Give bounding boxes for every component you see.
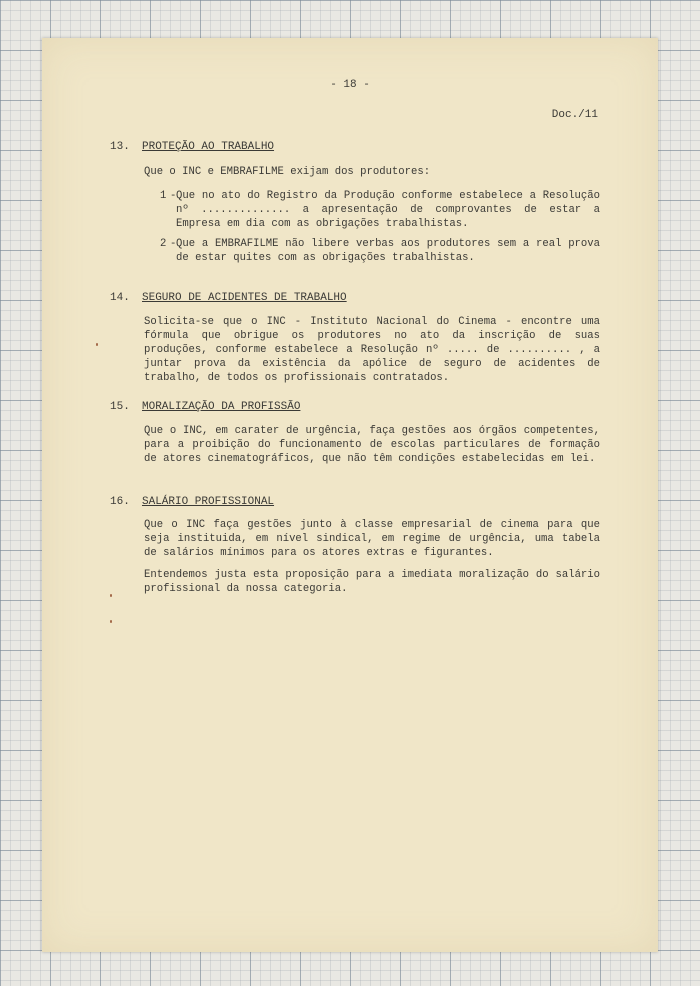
section-title: SALÁRIO PROFISSIONAL <box>142 496 275 508</box>
section-13-heading <box>110 140 274 154</box>
section-title: MORALIZAÇÃO DA PROFISSÃO <box>142 401 301 413</box>
document-page <box>42 38 658 952</box>
section-13-item-1 <box>160 189 600 231</box>
section-16-closing: Entendemos justa esta proposição para a imediata moralização do salário profissional da nossa categoria. <box>144 569 600 595</box>
section-number: 14. <box>110 292 130 304</box>
section-number: 15. <box>110 401 130 413</box>
section-16-body: Que o INC faça gestões junto à classe empresarial de cinema para que seja instituida, em nível sindical, em regime de urgência, uma tabela de salários mínimos para os atores extras e figurantes. <box>144 519 600 559</box>
section-15-body: Que o INC, em carater de urgência, faça gestões aos órgãos competentes, para a proibição do funcionamento de escolas particulares de formação de atores cinematográficos, que não têm condições estabelecidas em lei. <box>144 425 600 465</box>
section-14-heading <box>110 291 347 305</box>
item-text: Que a EMBRAFILME não libere verbas aos produtores sem a real prova de estar quites com as obrigações trabalhistas. <box>176 238 600 264</box>
item-dash: - <box>170 238 177 250</box>
document-reference: Doc./11 <box>551 109 598 121</box>
item-number: 1 <box>160 190 167 202</box>
section-title: SEGURO DE ACIDENTES DE TRABALHO <box>142 292 347 304</box>
section-14-body: Solicita-se que o INC - Instituto Nacional do Cinema - encontre uma fórmula que obrigue os produtores no ato da inscrição de suas produções, conforme estabelece a Resolução nº ..... de .......... , a juntar prova da existência da apólice de seguro de acidentes de trabalho, de todos os profissionais contratados. <box>144 316 600 384</box>
item-dash: - <box>170 190 177 202</box>
page-number: - 18 - <box>330 79 370 91</box>
stray-mark <box>110 594 112 597</box>
stray-mark <box>110 620 112 623</box>
item-number: 2 <box>160 238 167 250</box>
section-16-heading <box>110 495 274 509</box>
section-15-heading <box>110 400 300 414</box>
section-number: 16. <box>110 496 130 508</box>
section-number: 13. <box>110 141 130 153</box>
section-title: PROTEÇÃO AO TRABALHO <box>142 141 275 153</box>
section-13-item-2 <box>160 237 600 265</box>
item-text: Que no ato do Registro da Produção conforme estabelece a Resolução nº .............. a apresentação de comprovantes de estar a Empresa em dia com as obrigações trabalhistas. <box>176 190 600 230</box>
section-13-intro: Que o INC e EMBRAFILME exijam dos produtores: <box>144 166 431 178</box>
stray-mark <box>96 343 98 346</box>
